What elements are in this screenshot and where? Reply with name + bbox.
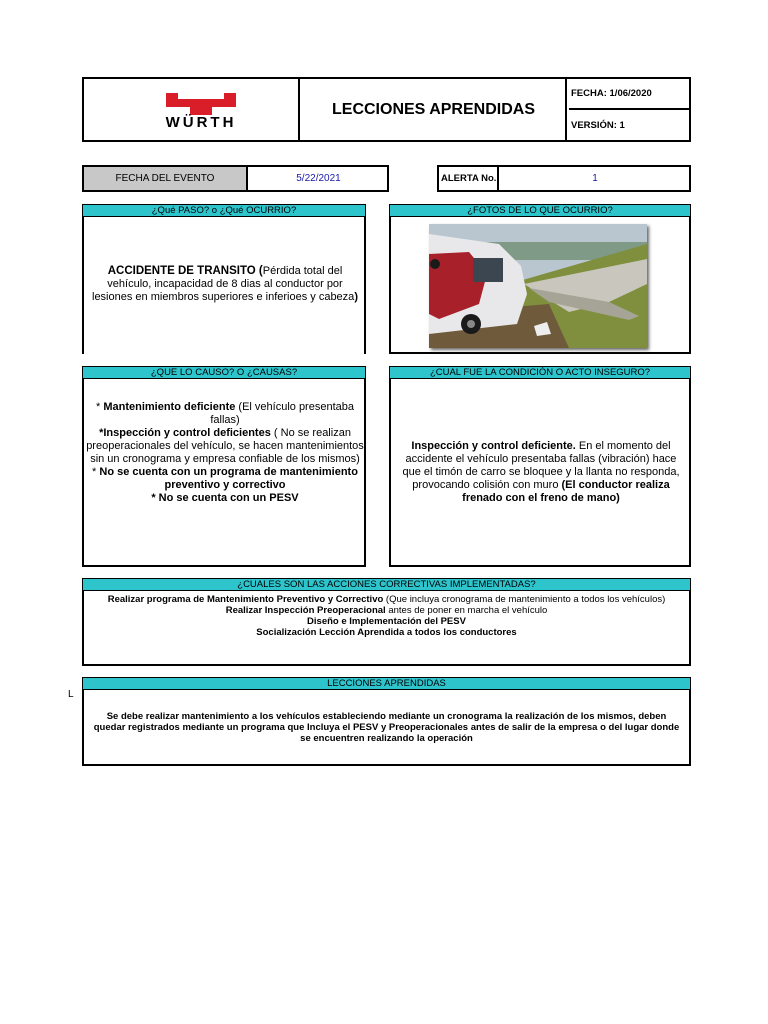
causa-4: * No se cuenta con un PESV	[151, 492, 299, 504]
que-paso-title: ACCIDENTE DE TRANSITO (	[107, 265, 263, 277]
fecha-evento-label: FECHA DEL EVENTO	[84, 167, 248, 190]
svg-text:WÜRTH: WÜRTH	[165, 114, 237, 131]
causa-3: * No se cuenta con un programa de mantenimiento preventivo y correctivo	[92, 466, 358, 491]
causa-2: *Inspección y control deficientes ( No se realizan preoperacionales del vehículo, se hacen mantenimientos sin un cronograma y empresa confiable de los mismos)	[86, 427, 364, 465]
que-paso-panel	[82, 217, 366, 354]
lecciones-text: Se debe realizar mantenimiento a los vehículos estableciendo mediante un cronograma la realización de los mismos, deben quedar registrados mediante un programa que Incluya el PESV y Preoperacionales antes de salir de la empresa o del lugar donde se encuentren realizando la operación	[93, 711, 680, 744]
que-paso-detail: Pérdida total del vehículo, incapacidad de 8 dias al conductor por lesiones en miembros superiores e inferioes y cabeza	[92, 265, 355, 303]
accion-4: Socialización Lección Aprendida a todos los conductores	[256, 627, 517, 638]
alerta-row	[437, 165, 691, 192]
condicion-text: Inspección y control deficiente. En el momento del accidente el vehículo presentaba fallas (vibración) hace que el timón de carro se bloquee y la llanta no responda, provocando colisión con muro (El conductor realiza frenado con el freno de mano)	[402, 440, 680, 504]
causas-heading: ¿QUE LO CAUSO? O ¿CAUSAS?	[82, 366, 366, 379]
fecha-cell: FECHA: 1/06/2020	[569, 79, 689, 110]
causa-1: * Mantenimiento deficiente (El vehículo presentaba fallas)	[95, 401, 354, 426]
fotos-panel	[389, 217, 691, 354]
accion-3: Diseño e Implementación del PESV	[307, 616, 466, 627]
logo-cell	[84, 79, 300, 140]
accion-2: Realizar Inspección Preoperacional antes de poner en marcha el vehículo	[225, 605, 548, 616]
header-table	[82, 77, 691, 142]
fecha-evento-row	[82, 165, 389, 192]
condicion-heading: ¿CUAL FUE LA CONDICIÓN O ACTO INSEGURO?	[389, 366, 691, 379]
accident-photo	[429, 224, 647, 348]
lecciones-heading: LECCIONES APRENDIDAS	[82, 677, 691, 690]
condicion-panel	[389, 379, 691, 567]
lecciones-panel	[82, 690, 691, 766]
wurth-logo-icon	[136, 91, 266, 131]
que-paso-close: )	[354, 291, 358, 303]
causas-text	[86, 401, 364, 505]
side-letter: L	[68, 689, 74, 700]
acciones-heading: ¿CUALES SON LAS ACCIONES CORRECTIVAS IMPLEMENTADAS?	[82, 578, 691, 591]
que-paso-heading: ¿Qué PASO? o ¿Qué OCURRIO?	[82, 204, 366, 217]
version-cell: VERSIÓN: 1	[571, 120, 625, 131]
acciones-panel	[82, 591, 691, 666]
causas-panel	[82, 379, 366, 567]
fecha-evento-value: 5/22/2021	[296, 173, 341, 184]
que-paso-text	[86, 265, 364, 304]
accion-1: Realizar programa de Mantenimiento Preventivo y Correctivo (Que incluya cronograma de mantenimiento a todos los vehículos)	[107, 594, 666, 605]
acciones-text	[86, 594, 687, 638]
alerta-label: ALERTA No.	[439, 167, 499, 190]
doc-title: LECCIONES APRENDIDAS	[302, 79, 567, 140]
alerta-value: 1	[592, 173, 598, 184]
fotos-heading: ¿FOTOS DE LO QUE OCURRIO?	[389, 204, 691, 217]
